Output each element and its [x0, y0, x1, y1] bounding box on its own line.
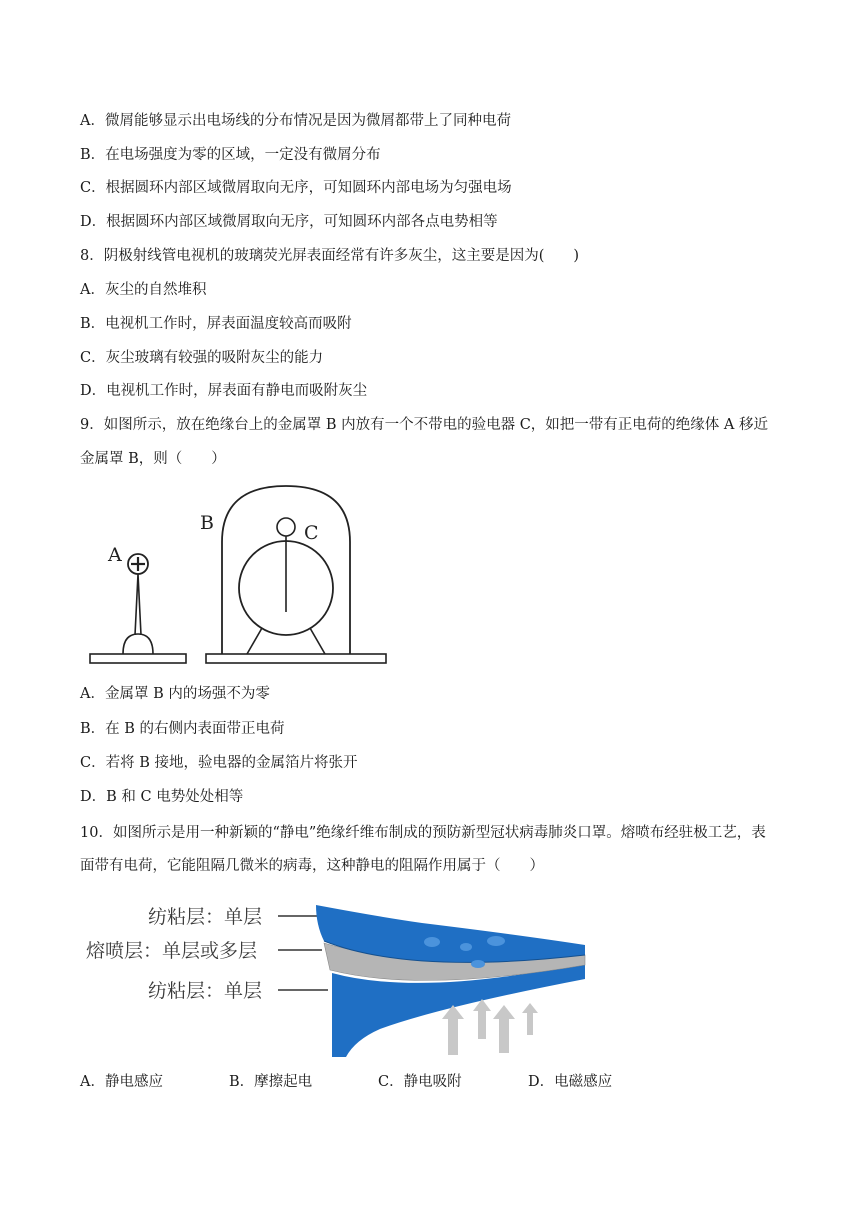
q9-option-a: A．金属罩 B 内的场强不为零	[80, 686, 270, 702]
q10-option-b: B．摩擦起电	[229, 1074, 313, 1090]
label-layer-mid: 熔喷层：单层或多层	[86, 940, 258, 962]
label-layer-top: 纺粘层：单层	[148, 906, 263, 928]
q10-option-c: C．静电吸附	[378, 1074, 462, 1090]
droplet-icon	[460, 943, 472, 951]
stand-a-rod	[135, 574, 141, 635]
label-a: A	[108, 544, 122, 566]
platform-b	[206, 654, 386, 663]
q7-option-a: A．微屑能够显示出电场线的分布情况是因为微屑都带上了同种电荷	[80, 113, 511, 129]
stand-a-base	[90, 654, 186, 663]
droplet-icon	[424, 937, 440, 947]
q10-stem-line2: 面带有电荷，它能阻隔几微米的病毒，这种静电的阻隔作用属于（ ）	[80, 858, 544, 874]
electroscope-c-leg-right	[310, 628, 325, 654]
label-b: B	[200, 512, 214, 534]
q8-option-d: D．电视机工作时，屏表面有静电而吸附灰尘	[80, 383, 368, 399]
droplet-icon	[487, 936, 505, 946]
q8-option-a: A．灰尘的自然堆积	[80, 282, 207, 298]
q8-stem: 8．阴极射线管电视机的玻璃荧光屏表面经常有许多灰尘，这主要是因为( )	[80, 248, 580, 264]
q7-option-b: B．在电场强度为零的区域，一定没有微屑分布	[80, 147, 381, 163]
q9-figure	[80, 480, 400, 670]
q10-stem-line1: 10．如图所示是用一种新颖的“静电”绝缘纤维布制成的预防新型冠状病毒肺炎口罩。熔喷布经驻极工艺，表	[80, 825, 766, 841]
q9-option-d: D．B 和 C 电势处处相等	[80, 789, 244, 805]
q10-options	[80, 1070, 720, 1090]
droplet-icon	[471, 960, 485, 968]
q7-option-c: C．根据圆环内部区域微屑取向无序，可知圆环内部电场为匀强电场	[80, 180, 512, 196]
q8-option-b: B．电视机工作时，屏表面温度较高而吸附	[80, 316, 352, 332]
label-c: C	[304, 522, 319, 544]
q9-stem-line1: 9．如图所示，放在绝缘台上的金属罩 B 内放有一个不带电的验电器 C，如把一带有正电荷的绝缘体 A 移近	[80, 417, 768, 433]
q10-mask-figure	[80, 895, 600, 1065]
q10-option-a: A．静电感应	[80, 1074, 163, 1090]
q9-option-b: B．在 B 的右侧内表面带正电荷	[80, 721, 285, 737]
q9-option-c: C．若将 B 接地，验电器的金属箔片将张开	[80, 755, 358, 771]
label-layer-bottom: 纺粘层：单层	[148, 980, 263, 1002]
electroscope-c-leg-left	[247, 628, 262, 654]
electroscope-c-knob	[277, 518, 295, 536]
q9-stem-line2: 金属罩 B，则（ ）	[80, 451, 226, 467]
stand-a-dome	[123, 634, 153, 654]
q8-option-c: C．灰尘玻璃有较强的吸附灰尘的能力	[80, 350, 324, 366]
q7-option-d: D．根据圆环内部区域微屑取向无序，可知圆环内部各点电势相等	[80, 214, 498, 230]
airflow-arrows-icon	[442, 999, 538, 1055]
q10-option-d: D．电磁感应	[528, 1074, 613, 1090]
